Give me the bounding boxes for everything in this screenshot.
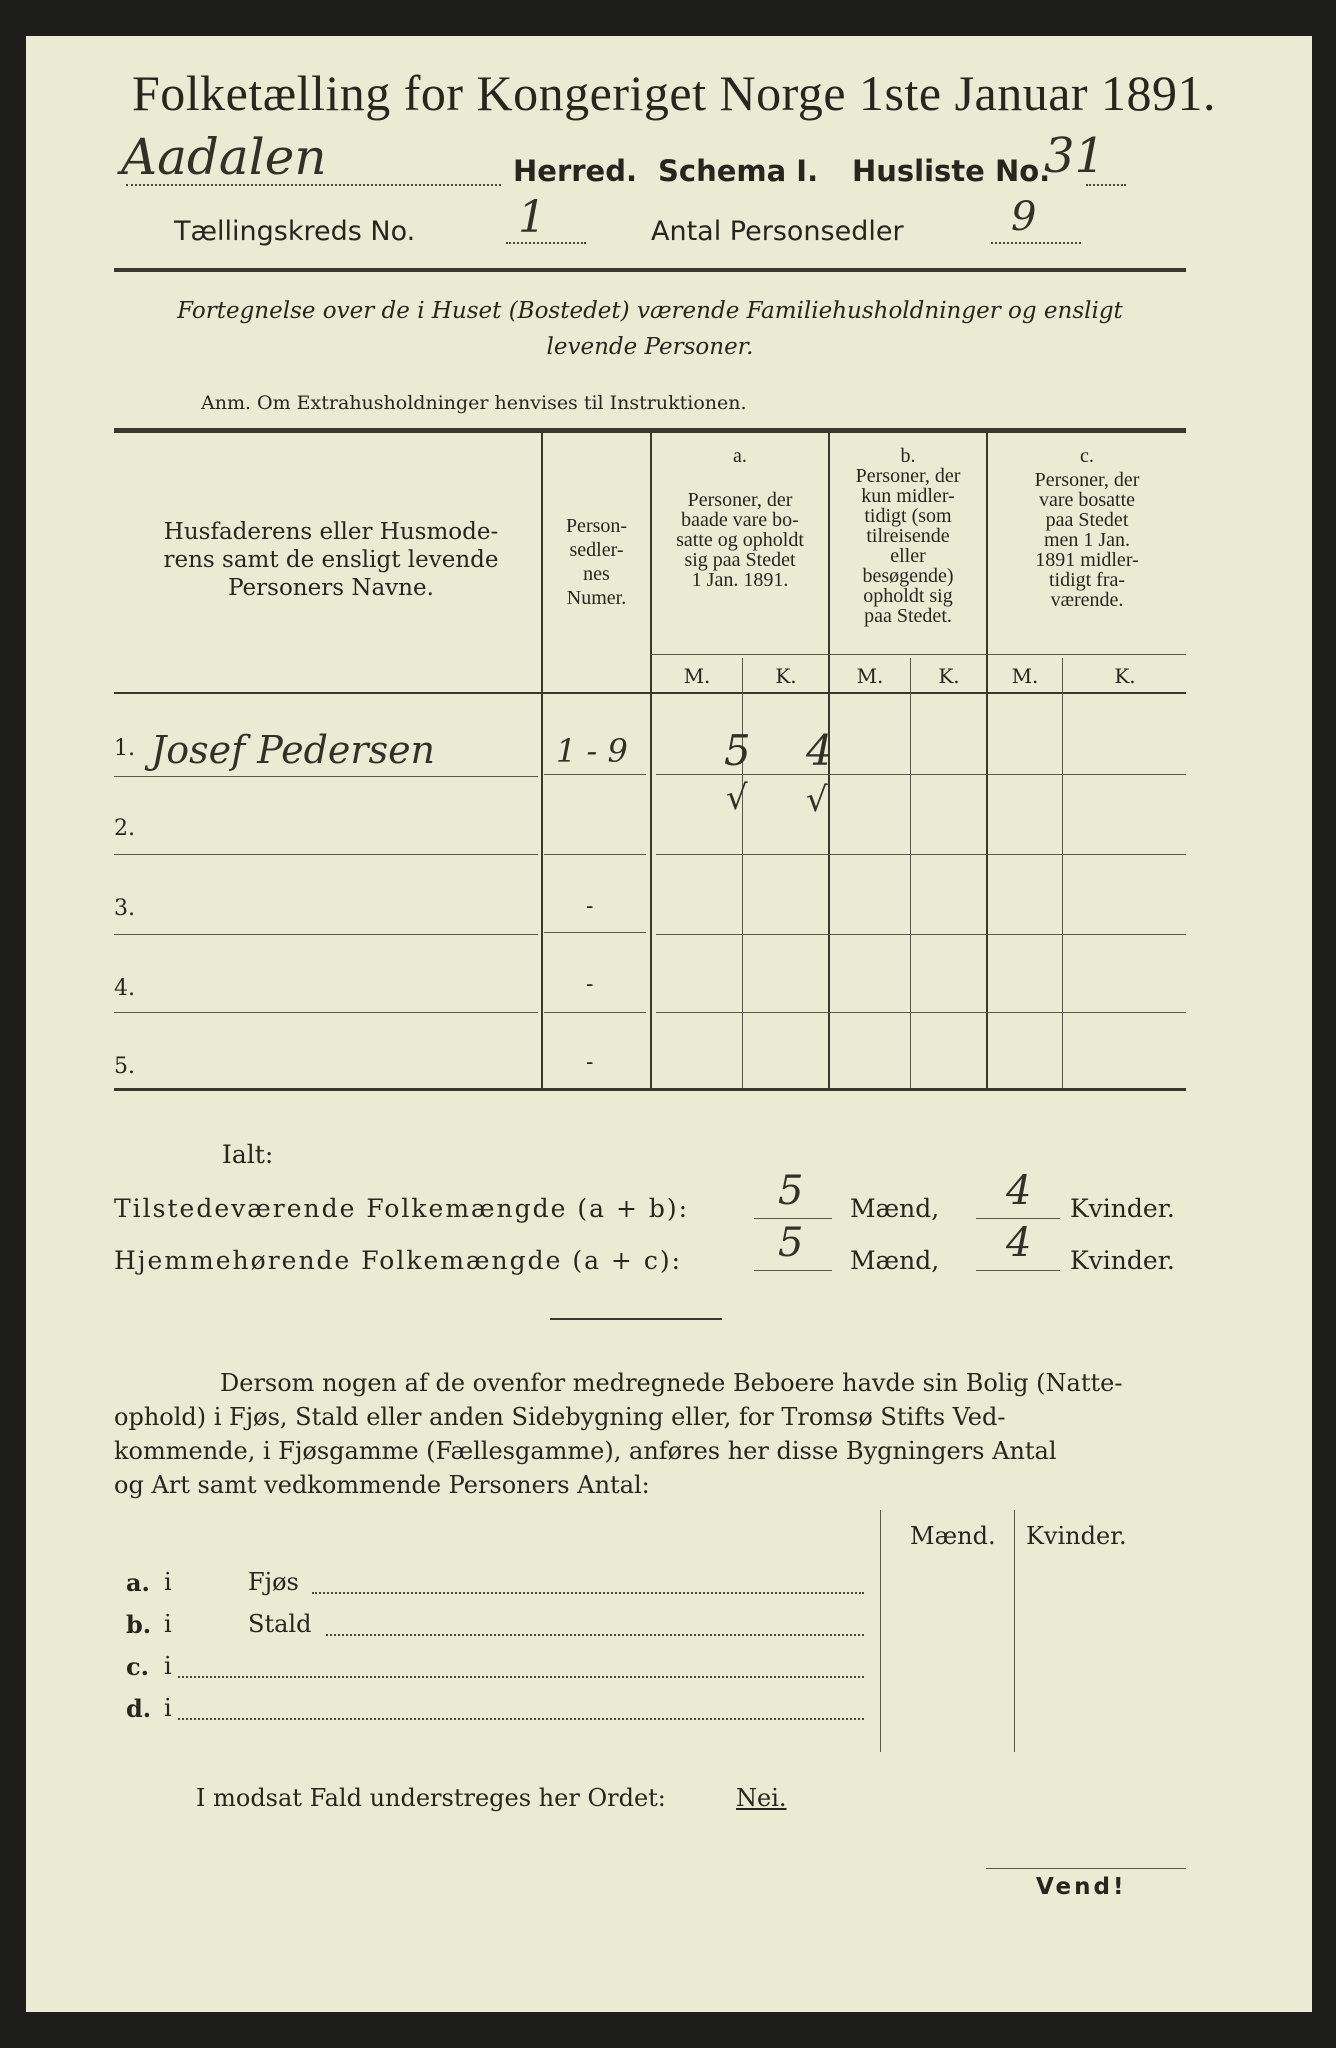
hjemme-kvinder-line bbox=[976, 1270, 1060, 1271]
col-a-line1: Personer, der bbox=[687, 489, 793, 511]
col-c-header bbox=[988, 446, 1186, 610]
row2-name-line bbox=[114, 854, 538, 855]
row1-a-k-check: √ bbox=[806, 780, 828, 820]
row4-data-line bbox=[656, 1012, 1186, 1013]
tilstede-maend-value: 5 bbox=[778, 1168, 804, 1214]
building-a-prep: i bbox=[164, 1568, 172, 1596]
col-b-line1: Personer, der bbox=[855, 465, 961, 487]
col-c-line3: paa Stedet bbox=[1045, 509, 1129, 531]
row4-num-line bbox=[544, 1012, 646, 1013]
col-a-m: M. bbox=[683, 664, 711, 688]
col-c-line7: værende. bbox=[1050, 589, 1124, 611]
col-b-line7: opholdt sig bbox=[863, 585, 953, 607]
modsat-text: I modsat Fald understreges her Ordet: bbox=[196, 1784, 666, 1812]
col-b-header bbox=[830, 446, 986, 626]
col-a-letter: a. bbox=[733, 445, 747, 467]
col-c-line6: tidigt fra- bbox=[1048, 569, 1126, 591]
mk-header-rule bbox=[650, 654, 1186, 655]
col-b-line8: paa Stedet. bbox=[864, 605, 952, 627]
tilstede-label: Tilstedeværende Folkemængde (a + b): bbox=[114, 1194, 690, 1223]
col-divider-a-mk bbox=[742, 658, 743, 1088]
col-a-header bbox=[652, 446, 828, 590]
col-b-letter: b. bbox=[900, 445, 916, 467]
nei-word: Nei. bbox=[736, 1784, 787, 1812]
row1-a-m-check: √ bbox=[726, 778, 748, 818]
col-num-line1: Person- bbox=[565, 515, 628, 537]
buildings-kvinder-header: Kvinder. bbox=[1026, 1522, 1127, 1550]
col-b-m: M. bbox=[856, 664, 884, 688]
col-c-letter: c. bbox=[1080, 445, 1094, 467]
col-num-header bbox=[543, 514, 650, 610]
col-b-k: K. bbox=[938, 664, 960, 688]
building-a-name: Fjøs bbox=[248, 1568, 299, 1596]
row4-persons: - bbox=[586, 972, 594, 997]
row3-persons: - bbox=[586, 894, 594, 919]
tilstede-kvinder-label: Kvinder. bbox=[1070, 1194, 1175, 1223]
col-divider-c-mk bbox=[1062, 658, 1063, 1088]
hjemme-maend-value: 5 bbox=[778, 1220, 804, 1266]
col-b-line2: kun midler- bbox=[861, 485, 955, 507]
subtitle-line1: Fortegnelse over de i Huset (Bostedet) værende Familiehusholdninger og ensligt bbox=[177, 298, 1123, 324]
col-num-line3: nes bbox=[583, 563, 610, 585]
row5-number: 5. bbox=[114, 1054, 135, 1079]
instruction-paragraph bbox=[114, 1366, 1186, 1502]
hjemme-kvinder-label: Kvinder. bbox=[1070, 1246, 1175, 1275]
section-divider bbox=[550, 1318, 722, 1320]
kreds-value: 1 bbox=[518, 192, 546, 243]
building-a-dots bbox=[312, 1592, 864, 1594]
row2-num-line bbox=[544, 854, 646, 855]
kreds-dotline bbox=[506, 242, 586, 244]
col-a-k: K. bbox=[775, 664, 797, 688]
husliste-value: 31 bbox=[1044, 128, 1106, 184]
building-c-letter: c. bbox=[126, 1652, 149, 1681]
col-name-line1: Husfaderens eller Husmode- bbox=[163, 519, 499, 545]
col-c-line4: men 1 Jan. bbox=[1043, 529, 1131, 551]
building-c-prep: i bbox=[164, 1652, 172, 1680]
herred-label: Herred. bbox=[513, 154, 637, 188]
building-b-name: Stald bbox=[248, 1610, 312, 1638]
row1-name: Josef Pedersen bbox=[151, 728, 436, 772]
col-name-header bbox=[126, 518, 536, 602]
vend-rule bbox=[986, 1868, 1186, 1869]
vend-label: Vend! bbox=[1036, 1874, 1127, 1900]
col-a-line5: 1 Jan. 1891. bbox=[691, 569, 789, 591]
tilstede-kvinder-value: 4 bbox=[1006, 1168, 1032, 1214]
col-a-line4: sig paa Stedet bbox=[684, 549, 796, 571]
building-d-prep: i bbox=[164, 1694, 172, 1722]
subtitle-line2: levende Personer. bbox=[546, 334, 754, 360]
building-b-dots bbox=[326, 1634, 864, 1636]
col-b-line4: tilreisende bbox=[866, 525, 950, 547]
census-form-page bbox=[26, 36, 1312, 2012]
husliste-dotline bbox=[1086, 184, 1126, 186]
building-b-prep: i bbox=[164, 1610, 172, 1638]
building-b-letter: b. bbox=[126, 1610, 152, 1639]
row1-name-line bbox=[114, 776, 538, 777]
row2-number: 2. bbox=[114, 816, 135, 841]
col-a-line3: satte og opholdt bbox=[676, 529, 804, 551]
antal-label: Antal Personsedler bbox=[651, 216, 904, 247]
tilstede-maend-line bbox=[754, 1218, 832, 1219]
row1-a-k: 4 bbox=[806, 726, 833, 775]
col-b-line5: eller bbox=[890, 545, 926, 567]
herred-value: Aadalen bbox=[121, 128, 327, 186]
row5-persons: - bbox=[586, 1050, 594, 1075]
building-d-dots bbox=[178, 1718, 864, 1720]
row1-num-line bbox=[544, 774, 646, 775]
col-name-line2: rens samt de ensligt levende bbox=[163, 547, 499, 573]
col-c-m: M. bbox=[1011, 664, 1039, 688]
row1-a-m: 5 bbox=[724, 726, 751, 775]
row1-number: 1. bbox=[114, 736, 135, 761]
col-num-line4: Numer. bbox=[566, 587, 627, 609]
paragraph-line2: ophold) i Fjøs, Stald eller anden Sidebygning eller, for Tromsø Stifts Ved- bbox=[114, 1403, 1006, 1431]
paragraph-line1: Dersom nogen af de ovenfor medregnede Beboere havde sin Bolig (Natte- bbox=[220, 1369, 1123, 1397]
annotation-note: Anm. Om Extrahusholdninger henvises til Instruktionen. bbox=[201, 392, 747, 414]
row4-number: 4. bbox=[114, 976, 135, 1001]
col-c-line1: Personer, der bbox=[1034, 469, 1140, 491]
row3-data-line bbox=[656, 934, 1186, 935]
paragraph-line4: og Art samt vedkommende Personers Antal: bbox=[114, 1471, 650, 1499]
buildings-divider-right bbox=[1014, 1510, 1015, 1752]
paragraph-line3: kommende, i Fjøsgamme (Fællesgamme), anføres her disse Bygningers Antal bbox=[114, 1437, 1057, 1465]
building-d-letter: d. bbox=[126, 1694, 152, 1723]
row4-name-line bbox=[114, 1012, 538, 1013]
hjemme-maend-label: Mænd, bbox=[850, 1246, 940, 1275]
col-b-line6: besøgende) bbox=[862, 565, 954, 587]
header-rule bbox=[114, 268, 1186, 272]
col-num-line2: sedler- bbox=[569, 539, 624, 561]
tilstede-kvinder-line bbox=[976, 1218, 1060, 1219]
row3-num-line bbox=[544, 932, 646, 933]
hjemme-maend-line bbox=[754, 1270, 832, 1271]
table-bottom-rule bbox=[114, 1088, 1186, 1091]
row1-persons: 1 - 9 bbox=[556, 732, 628, 770]
buildings-divider-left bbox=[880, 1510, 881, 1752]
col-c-k: K. bbox=[1114, 664, 1136, 688]
herred-dotline bbox=[126, 184, 501, 186]
col-a-line2: baade vare bo- bbox=[681, 509, 799, 531]
row2-data-line bbox=[656, 854, 1186, 855]
schema-label: Schema I. bbox=[658, 154, 819, 188]
col-b-line3: tidigt (som bbox=[864, 505, 952, 527]
col-name-line3: Personers Navne. bbox=[228, 575, 434, 601]
row3-name-line bbox=[114, 934, 538, 935]
col-c-line2: vare bosatte bbox=[1038, 489, 1136, 511]
building-c-dots bbox=[178, 1676, 864, 1678]
husliste-label: Husliste No. bbox=[852, 154, 1051, 188]
form-title: Folketælling for Kongeriget Norge 1ste Januar 1891. bbox=[131, 65, 1217, 121]
col-c-line5: 1891 midler- bbox=[1035, 549, 1139, 571]
col-divider-b-mk bbox=[910, 658, 911, 1088]
hjemme-label: Hjemmehørende Folkemængde (a + c): bbox=[114, 1246, 682, 1275]
ialt-label: Ialt: bbox=[222, 1140, 274, 1169]
kreds-label: Tællingskreds No. bbox=[174, 216, 416, 247]
tilstede-maend-label: Mænd, bbox=[850, 1194, 940, 1223]
row3-number: 3. bbox=[114, 896, 135, 921]
hjemme-kvinder-value: 4 bbox=[1006, 1220, 1032, 1266]
buildings-maend-header: Mænd. bbox=[910, 1522, 996, 1550]
antal-dotline bbox=[991, 242, 1081, 244]
building-a-letter: a. bbox=[126, 1568, 150, 1597]
antal-value: 9 bbox=[1011, 194, 1037, 240]
